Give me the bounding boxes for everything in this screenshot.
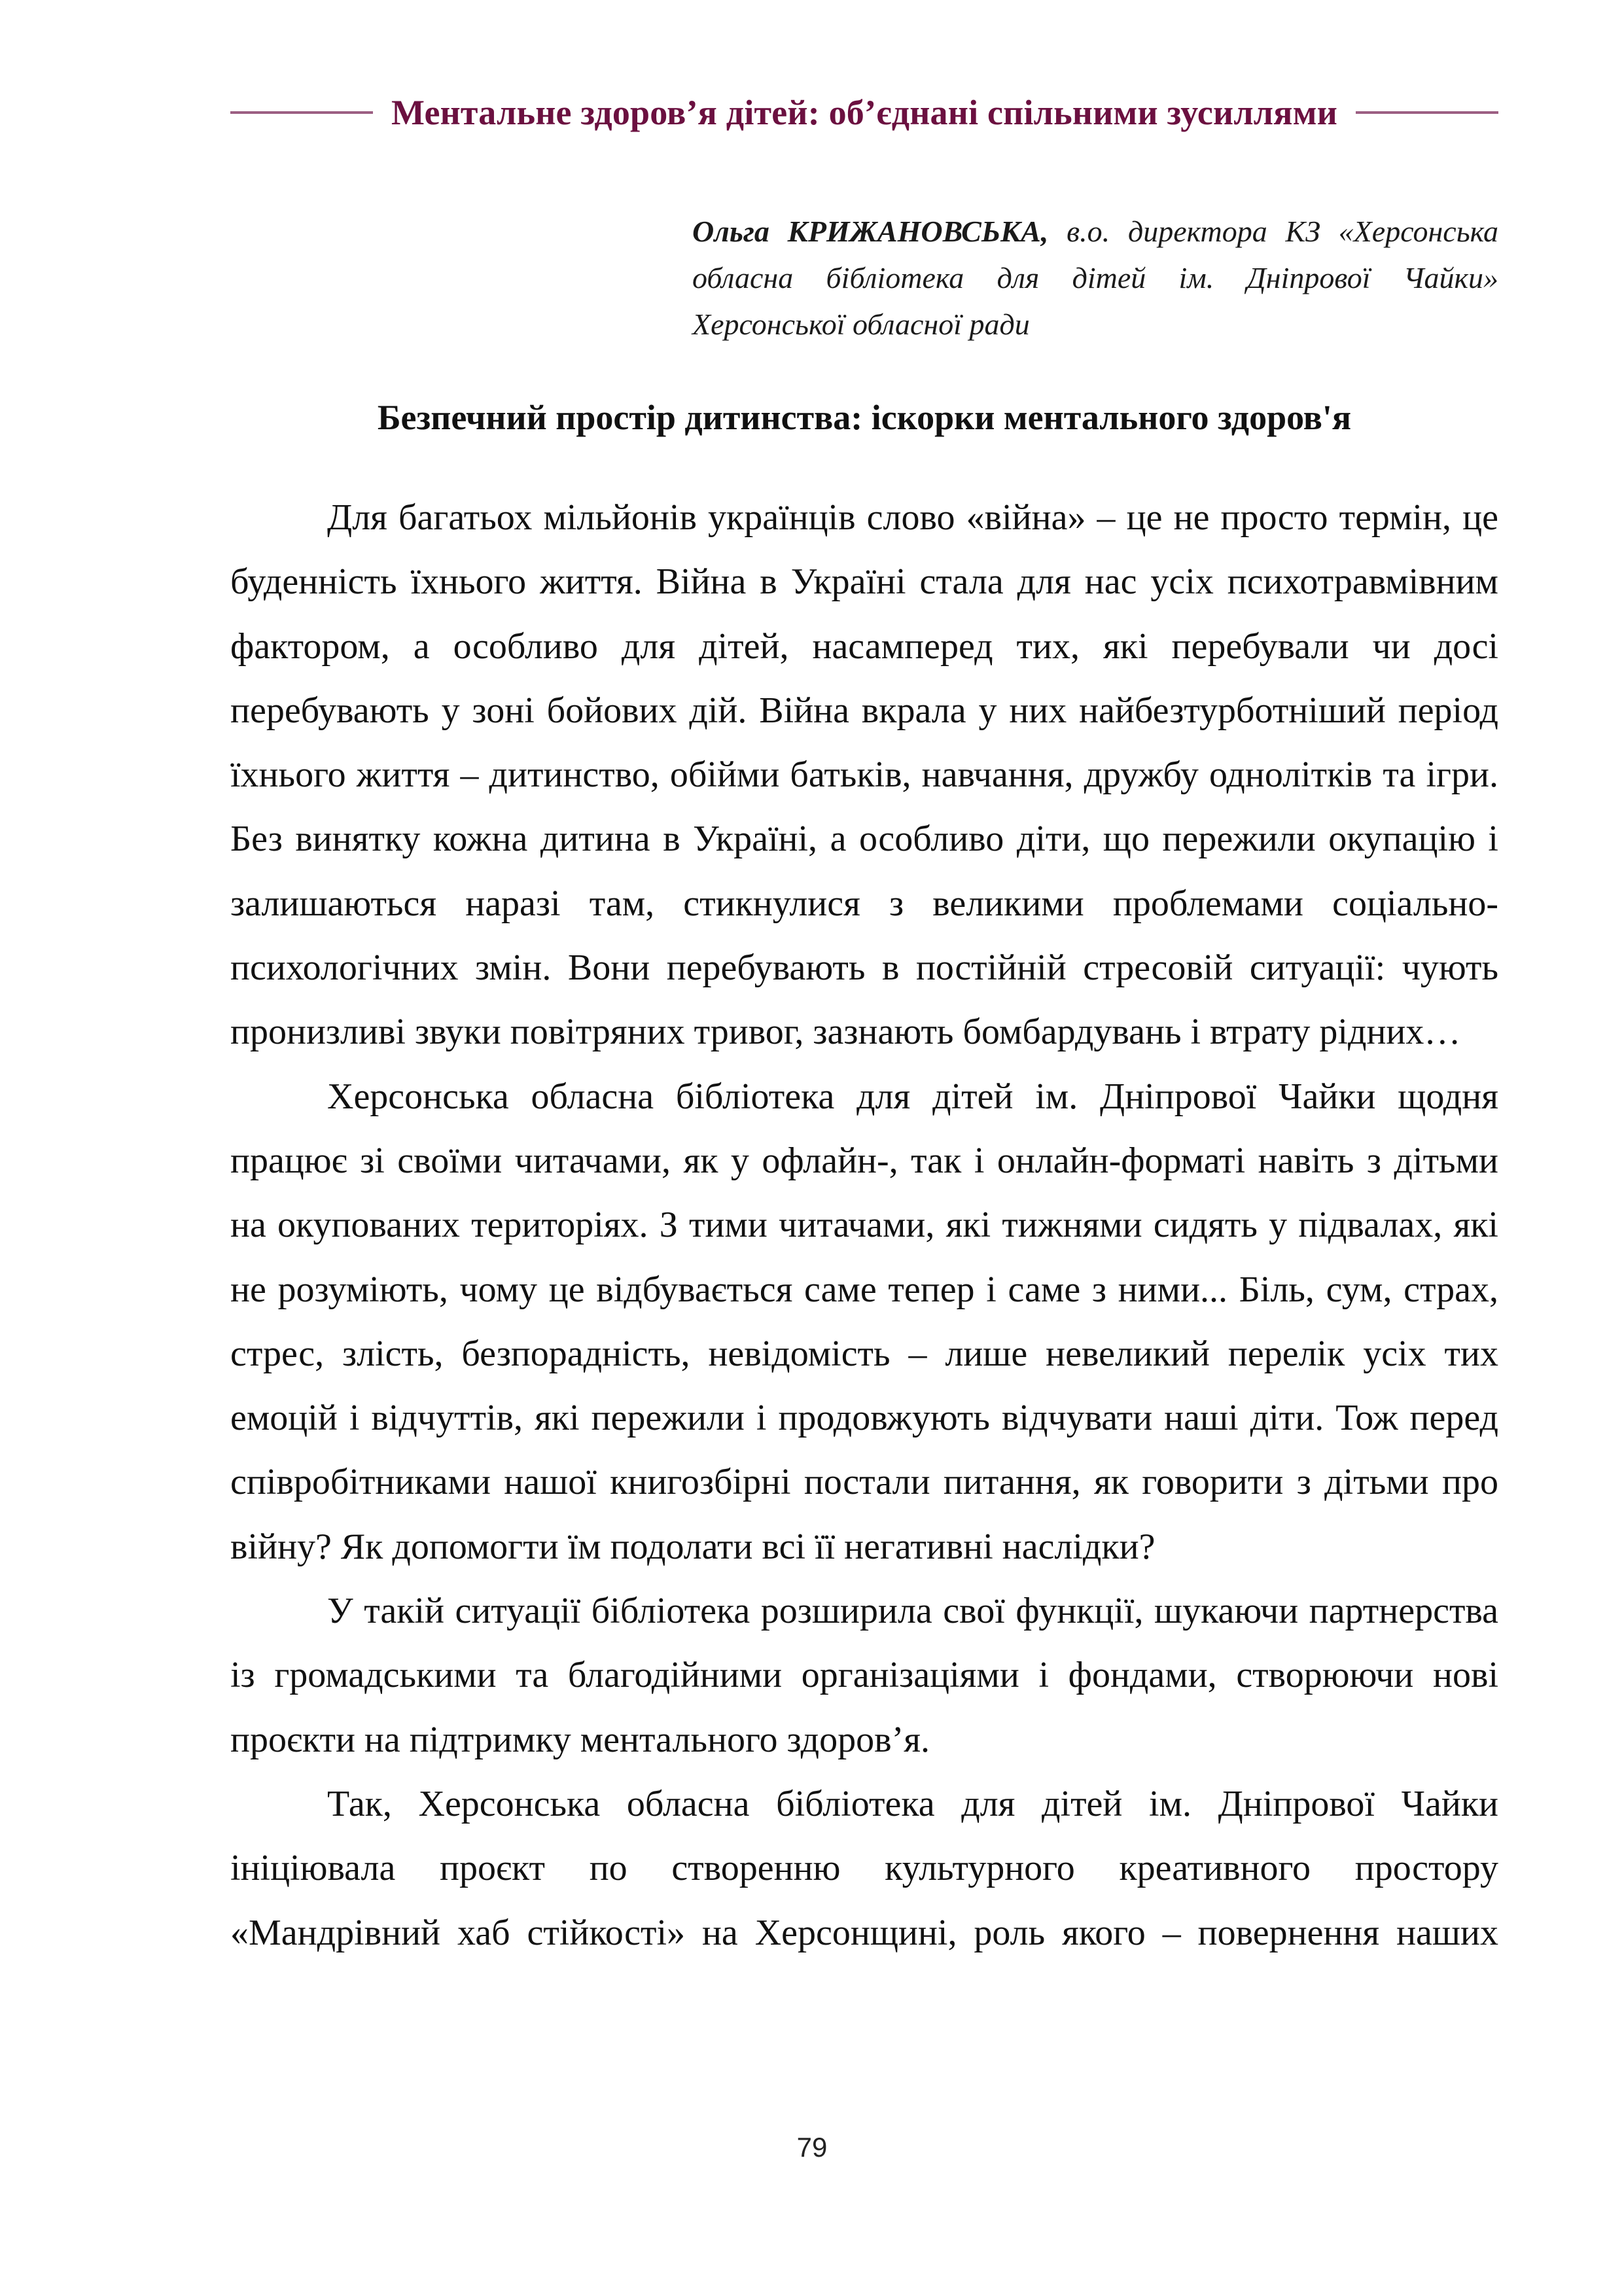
author-block: [692, 208, 1498, 347]
header-rule-left: [230, 111, 373, 114]
paragraph: У такій ситуації бібліотека розширила свої функції, шукаючи партнерства із громадськими та благодійними організаціями і фондами, створюючи нові проєкти на підтримку ментального здоров’я.: [230, 1591, 1498, 1760]
paragraph: Так, Херсонська обласна бібліотека для дітей ім. Дніпрової Чайки ініціювала проєкт по створенню культурного креативного простору «Мандрівний хаб стійкості» на Херсонщині, роль якого – повернення наших: [230, 1783, 1498, 1953]
header-rule-right: [1356, 111, 1498, 114]
article-title: Безпечний простір дитинства: іскорки ментального здоров'я: [377, 398, 1352, 437]
running-header-title: Ментальне здоров’я дітей: об’єднані спільними зусиллями: [391, 93, 1338, 132]
page-number: 79: [796, 2132, 828, 2163]
article-body: [230, 486, 1498, 1965]
author-name: Ольга КРИЖАНОВСЬКА,: [692, 215, 1049, 248]
paragraph: Херсонська обласна бібліотека для дітей ім. Дніпрової Чайки щодня працює зі своїми читачами, як у офлайн-, так і онлайн-форматі навіть з дітьми на окупованих територіях. З тими читачами, які тижнями сидять у підвалах, які не розуміють, чому це відбувається саме тепер і саме з ними... Біль, сум, страх, стрес, злість, безпорадність, невідомість – лише невеликий перелік усіх тих емоцій і відчуттів, які пережили і продовжують відчувати наші діти. Тож перед співробітниками нашої книгозбірні постали питання, як говорити з дітьми про війну? Як допомогти їм подолати всі її негативні наслідки?: [230, 1076, 1498, 1567]
paragraph: Для багатьох мільйонів українців слово «війна» – це не просто термін, це буденність їхнього життя. Війна в Україні стала для нас усіх психотравмівним фактором, а особливо для дітей, насамперед тих, які перебували чи досі перебувають у зоні бойових дій. Війна вкрала у них найбезтурботніший період їхнього життя – дитинство, обійми батьків, навчання, дружбу однолітків та ігри. Без винятку кожна дитина в Україні, а особливо діти, що пережили окупацію і залишаються наразі там, стикнулися з великими проблемами соціально-психологічних змін. Вони перебувають в постійній стресовій ситуації: чують пронизливі звуки повітряних тривог, зазнають бомбардувань і втрату рідних…: [230, 497, 1498, 1053]
running-header: [230, 90, 1498, 135]
author-affiliation: в.о. директора КЗ «Херсонська обласна бібліотека для дітей ім. Дніпрової Чайки» Херсонської обласної ради: [692, 215, 1499, 341]
